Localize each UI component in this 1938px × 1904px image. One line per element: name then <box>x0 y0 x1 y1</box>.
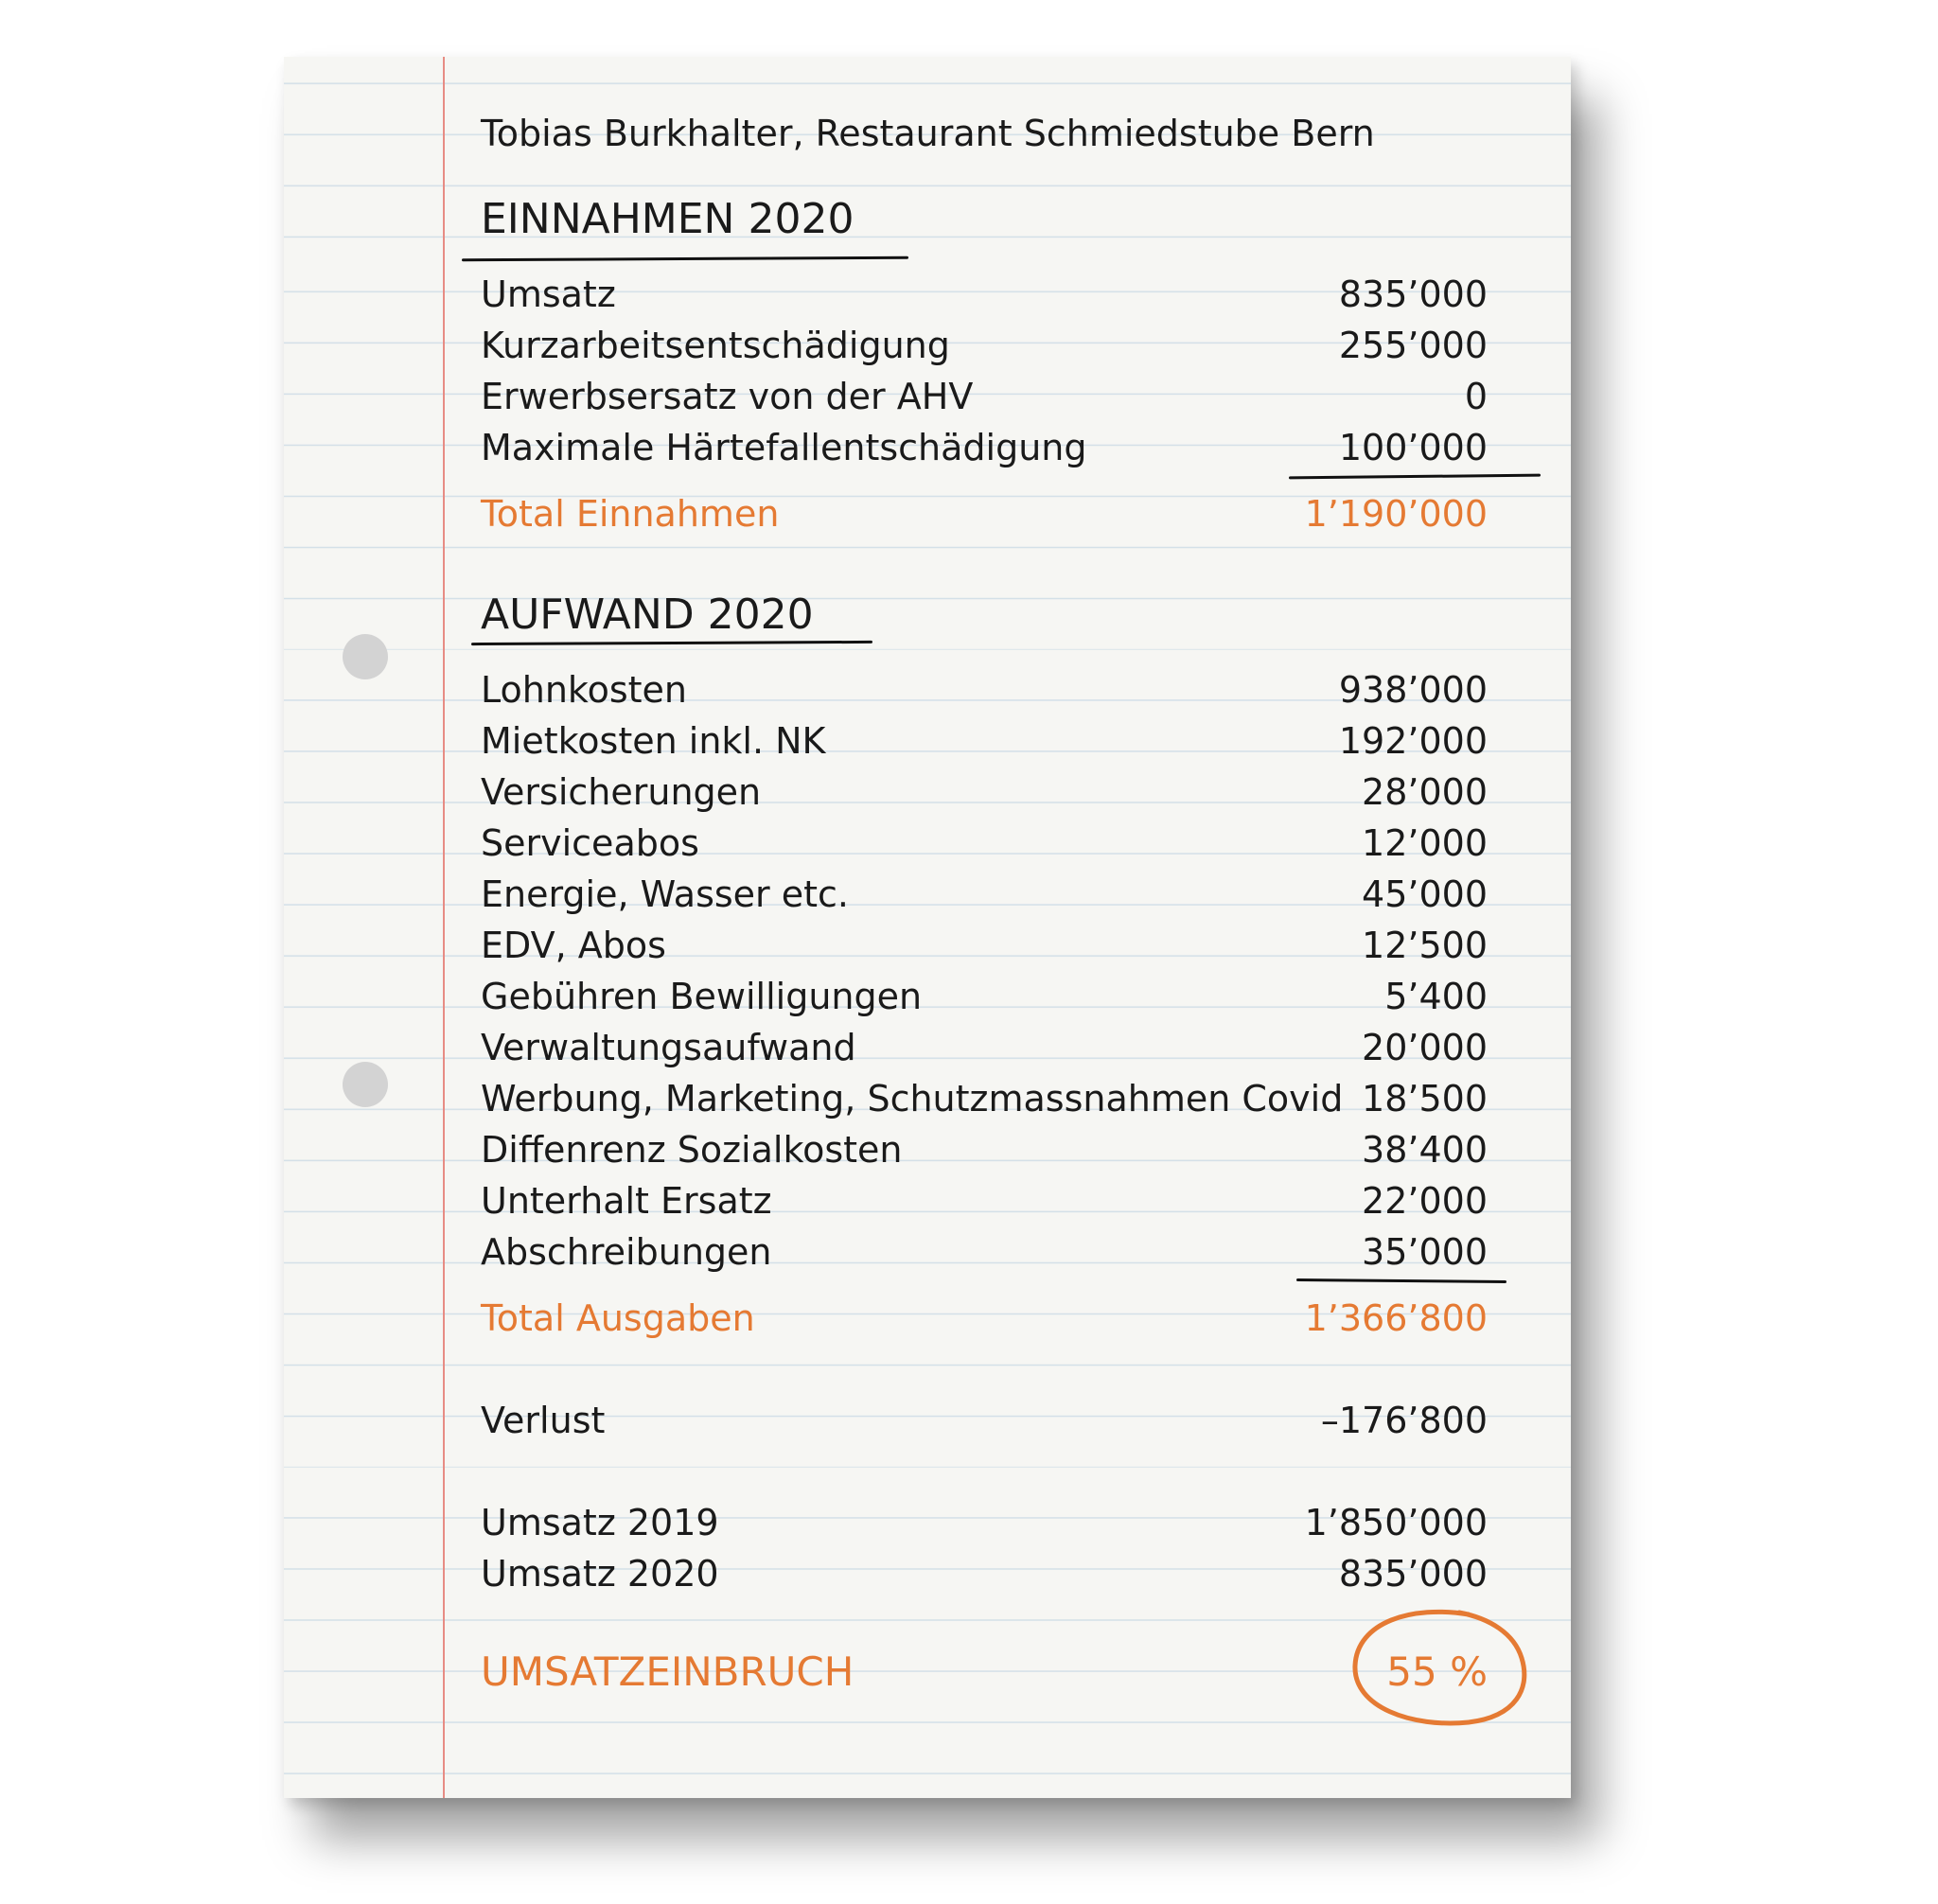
verlust-label: Verlust <box>481 1400 606 1441</box>
aufwand-value: 22’000 <box>1362 1180 1488 1222</box>
einnahmen-value: 835’000 <box>1338 273 1488 315</box>
aufwand-label: Abschreibungen <box>481 1231 772 1273</box>
notebook-page <box>284 57 1571 1798</box>
punch-hole <box>343 634 388 679</box>
aufwand-label: EDV, Abos <box>481 925 666 966</box>
einnahmen-value: 100’000 <box>1338 427 1488 468</box>
aufwand-label: Werbung, Marketing, Schutzmassnahmen Covid <box>481 1078 1344 1119</box>
aufwand-label: Unterhalt Ersatz <box>481 1180 772 1222</box>
total-einnahmen-label: Total Einnahmen <box>481 493 780 535</box>
einnahmen-heading: EINNAHMEN 2020 <box>481 195 854 243</box>
aufwand-value: 20’000 <box>1362 1027 1488 1068</box>
margin-line <box>443 57 445 1798</box>
umsatz-2019-value: 1’850’000 <box>1304 1502 1488 1543</box>
aufwand-value: 45’000 <box>1362 873 1488 915</box>
aufwand-value: 38’400 <box>1362 1129 1488 1171</box>
sum-underline <box>1296 1278 1506 1283</box>
total-ausgaben-value: 1’366’800 <box>1304 1297 1488 1339</box>
aufwand-value: 18’500 <box>1362 1078 1488 1119</box>
aufwand-value: 192’000 <box>1338 720 1488 762</box>
aufwand-value: 12’000 <box>1362 822 1488 864</box>
umsatz-2020-label: Umsatz 2020 <box>481 1553 719 1595</box>
page-header-name: Tobias Burkhalter, Restaurant Schmiedstube Bern <box>481 113 1375 154</box>
circle-highlight-mark <box>1346 1601 1535 1734</box>
heading-underline <box>471 641 872 645</box>
aufwand-label: Lohnkosten <box>481 669 687 711</box>
total-einnahmen-value: 1’190’000 <box>1304 493 1488 535</box>
aufwand-label: Diffenrenz Sozialkosten <box>481 1129 903 1171</box>
umsatzeinbruch-value: 55 % <box>1386 1648 1488 1695</box>
punch-hole <box>343 1062 388 1107</box>
aufwand-value: 35’000 <box>1362 1231 1488 1273</box>
heading-underline <box>462 256 908 261</box>
einnahmen-label: Kurzarbeitsentschädigung <box>481 325 950 366</box>
aufwand-label: Versicherungen <box>481 771 762 813</box>
umsatz-2020-value: 835’000 <box>1338 1553 1488 1595</box>
aufwand-label: Gebühren Bewilligungen <box>481 976 923 1017</box>
aufwand-heading: AUFWAND 2020 <box>481 591 814 639</box>
einnahmen-value: 0 <box>1464 376 1488 417</box>
aufwand-value: 28’000 <box>1362 771 1488 813</box>
aufwand-value: 12’500 <box>1362 925 1488 966</box>
einnahmen-value: 255’000 <box>1338 325 1488 366</box>
einnahmen-label: Erwerbsersatz von der AHV <box>481 376 974 417</box>
umsatzeinbruch-label: UMSATZEINBRUCH <box>481 1648 854 1695</box>
aufwand-value: 938’000 <box>1338 669 1488 711</box>
umsatz-2019-label: Umsatz 2019 <box>481 1502 719 1543</box>
verlust-value: –176’800 <box>1320 1400 1488 1441</box>
sum-underline <box>1289 474 1541 480</box>
aufwand-label: Verwaltungsaufwand <box>481 1027 856 1068</box>
einnahmen-label: Maximale Härtefallentschädigung <box>481 427 1087 468</box>
aufwand-label: Energie, Wasser etc. <box>481 873 849 915</box>
einnahmen-label: Umsatz <box>481 273 616 315</box>
aufwand-label: Serviceabos <box>481 822 699 864</box>
aufwand-value: 5’400 <box>1384 976 1488 1017</box>
aufwand-label: Mietkosten inkl. NK <box>481 720 826 762</box>
total-ausgaben-label: Total Ausgaben <box>481 1297 755 1339</box>
